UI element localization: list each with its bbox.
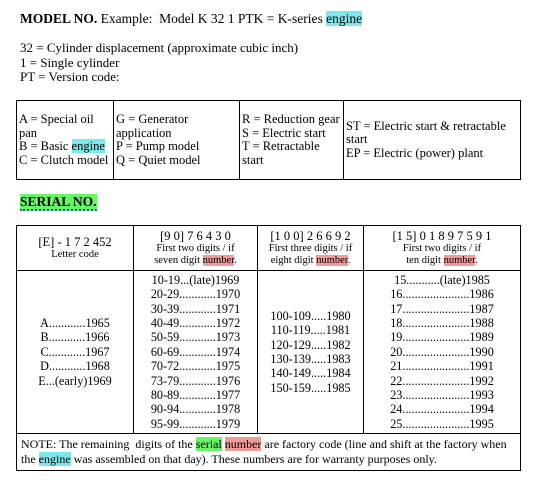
- list-item: 17......................1987: [390, 301, 494, 316]
- header-sub: First two digits / if: [402, 243, 482, 254]
- list-item: 25......................1995: [390, 416, 494, 431]
- header-sub-text: eight digit: [270, 255, 317, 266]
- serial-number-table: [16, 225, 521, 471]
- list-item: C............1967: [40, 344, 110, 359]
- code-g: G = Generator application: [116, 112, 189, 140]
- warranty-note: [17, 434, 521, 471]
- code-s: S = Electric start: [242, 125, 326, 140]
- serial-header-row: [17, 226, 521, 271]
- list-item: 40-49............1972: [150, 315, 241, 330]
- list-item: 80-89............1977: [150, 388, 241, 403]
- list-item: 60-69............1974: [150, 344, 241, 359]
- header-sub: First two digits / if: [156, 243, 235, 254]
- list-item: 24......................1994: [390, 402, 494, 417]
- list-item: D............1968: [40, 359, 110, 374]
- header-ten-digit: [364, 226, 521, 271]
- serial-highlight: serial: [195, 437, 222, 451]
- code-st: ST = Electric start & retractable start: [346, 118, 506, 147]
- header-sub: Letter code: [51, 249, 99, 260]
- header-sub-text: .: [347, 255, 351, 266]
- serial-no-label: SERIAL NO.: [20, 194, 97, 209]
- version-col-2: [114, 101, 240, 180]
- serial-no-heading: [20, 194, 97, 210]
- list-item: 20-29............1970: [150, 287, 241, 302]
- header-sub-text: .: [475, 255, 478, 266]
- list-item: 130-139.....1983: [270, 352, 351, 366]
- serial-body-row: [17, 271, 521, 434]
- list-item: 30-39............1971: [150, 301, 241, 316]
- code-b-text: B = Basic: [19, 139, 72, 153]
- note-text: are factory code (line and shift at the factory when the: [21, 437, 507, 466]
- list-item: 18......................1988: [390, 315, 494, 330]
- number-highlight: number: [316, 255, 348, 266]
- header-sub-text: ten digit: [406, 255, 444, 266]
- list-item: 110-119.....1981: [270, 323, 351, 338]
- cylinder-line: 1 = Single cylinder: [20, 54, 120, 70]
- header-sub-text: seven digit: [154, 255, 203, 266]
- two-digit-list: [134, 271, 258, 434]
- engine-highlight: engine: [38, 452, 71, 466]
- list-item: 50-59............1973: [150, 330, 241, 345]
- displacement-line: 32 = Cylinder displacement (approximate cubic inch): [20, 40, 299, 55]
- version-col-4: [344, 101, 521, 180]
- list-item: 23......................1993: [390, 388, 494, 403]
- list-item: 140-149.....1984: [270, 366, 351, 381]
- code-t: T = Retractable start: [242, 139, 320, 167]
- header-seven-digit: [134, 226, 258, 271]
- header-letter-code: [17, 226, 134, 271]
- number-highlight: number: [202, 255, 235, 266]
- code-a: A = Special oil pan: [19, 112, 94, 140]
- version-code-table: [16, 100, 521, 180]
- version-code-line: PT = Version code:: [20, 69, 120, 84]
- model-no-label: MODEL NO.: [20, 11, 98, 26]
- list-item: 90-94............1978: [150, 402, 241, 417]
- header-code: [1 5] 0 1 8 9 7 5 9 1: [392, 229, 492, 243]
- code-r: R = Reduction gear: [242, 112, 340, 126]
- code-p: P = Pump model: [116, 139, 200, 153]
- list-item: B............1966: [40, 330, 110, 345]
- header-sub: [136, 255, 255, 267]
- header-sub: [366, 255, 518, 267]
- list-item: 19......................1989: [390, 330, 494, 345]
- header-code: [1 0 0] 2 6 6 9 2: [270, 229, 351, 243]
- header-sub: First three digits / if: [268, 243, 353, 254]
- list-item: 21......................1991: [390, 359, 494, 374]
- list-item: 95-99............1979: [150, 416, 241, 431]
- engine-highlight: engine: [326, 11, 363, 26]
- header-sub: [260, 255, 361, 267]
- header-eight-digit: [258, 226, 364, 271]
- note-text: NOTE: The remaining digits of the: [21, 437, 196, 451]
- model-example-text: Example: Model K 32 1 PTK = K-series: [97, 11, 327, 26]
- note-text: was assembled on that day). These numbers are for warranty purposes only.: [70, 452, 437, 466]
- code-q: Q = Quiet model: [116, 152, 201, 167]
- list-item: 100-109.....1980: [270, 308, 351, 323]
- number-highlight: number: [443, 255, 476, 266]
- code-b: [19, 140, 111, 154]
- list-item: E...(early)1969: [38, 373, 112, 388]
- model-no-line: [20, 11, 362, 27]
- code-c: C = Clutch model: [19, 152, 109, 167]
- list-item: 120-129.....1982: [270, 337, 351, 352]
- number-highlight: number: [224, 437, 262, 451]
- list-item: 22......................1992: [390, 373, 494, 388]
- ten-digit-list: [364, 271, 521, 434]
- list-item: 16......................1986: [390, 287, 494, 302]
- serial-note-row: [17, 434, 521, 471]
- list-item: 70-72............1975: [150, 359, 241, 374]
- list-item: A............1965: [40, 315, 110, 330]
- three-digit-list: [258, 271, 364, 434]
- letter-code-list: [17, 271, 134, 434]
- version-col-1: [17, 101, 114, 180]
- header-code: [E] - 1 7 2 452: [38, 235, 112, 249]
- engine-highlight: engine: [71, 139, 105, 153]
- list-item: 150-159.....1985: [270, 380, 351, 395]
- list-item: 15...........(late)1985: [394, 272, 490, 287]
- list-item: 73-79............1976: [150, 373, 241, 388]
- code-ep: EP = Electric (power) plant: [346, 145, 484, 160]
- header-sub-text: .: [234, 255, 237, 266]
- header-code: [9 0] 7 6 4 3 0: [160, 229, 231, 243]
- list-item: 20......................1990: [390, 344, 494, 359]
- version-col-3: [240, 101, 344, 180]
- list-item: 10-19...(late)1969: [151, 272, 240, 287]
- model-explanations: [20, 41, 298, 85]
